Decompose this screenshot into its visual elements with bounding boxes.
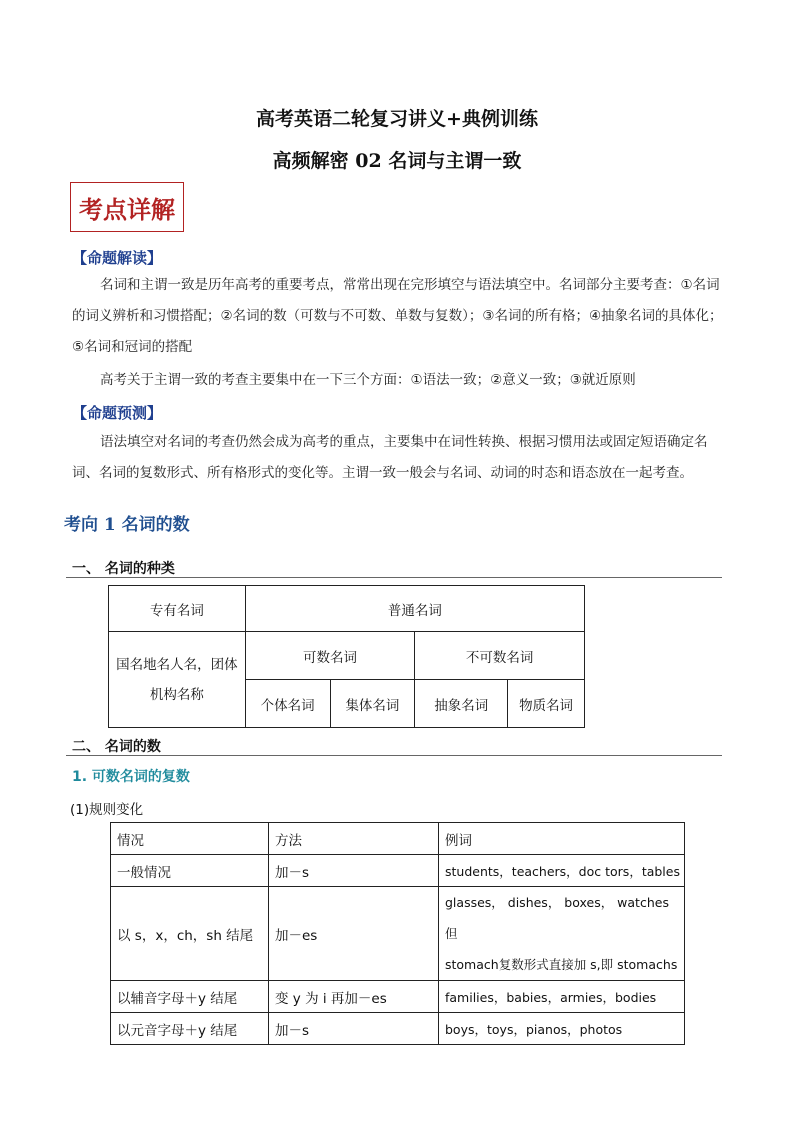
divider [66,755,722,756]
prediction-paragraph: 语法填空对名词的考查仍然会成为高考的重点，主要集中在词性转换、根据习惯用法或固定短语确定名词、名词的复数形式、所有格形式的变化等。主谓一致一般会与名词、动词的时态和语态放在一起考查。 [72,434,708,481]
proper-desc-line-2: 机构名称 [149,686,204,703]
table-row [111,855,685,887]
divider [66,577,722,578]
cell-examples: families，babies，armies，bodies [439,981,685,1013]
examples-line-2: stomach复数形式直接加 s,即 stomachs [445,957,678,972]
cell-method: 加－es [269,887,439,981]
cell-method: 加－s [269,855,439,887]
cell-collective: 集体名词 [330,680,415,728]
cell-examples: students，teachers，doc tors，tables [439,855,685,887]
cell-proper-noun: 专有名词 [109,586,246,632]
cell-common-noun: 普通名词 [245,586,584,632]
document-subtitle: 高频解密 02 名词与主谓一致 [272,150,522,172]
header-method: 方法 [269,823,439,855]
interpretation-label: 【命题解读】 [72,249,163,267]
prediction-label: 【命题预测】 [72,404,163,422]
proper-desc-line-1: 国名地名人名，团体 [116,656,238,673]
examples-line-1: glasses， dishes， boxes， watches 但 [445,895,669,941]
direction-heading: 考向 1 名词的数 [64,515,190,535]
cell-situation: 一般情况 [111,855,269,887]
table-row [111,1013,685,1045]
cell-situation: 以 s，x，ch，sh 结尾 [111,887,269,981]
noun-types-table [108,585,585,728]
interpretation-paragraph-1: 名词和主谓一致是历年高考的重要考点，常常出现在完形填空与语法填空中。名词部分主要考查：①名词的词义辨析和习惯搭配；②名词的数（可数与不可数、单数与复数）；③名词的所有格；④抽象名词的具体化；⑤名词和冠词的搭配 [72,277,723,355]
regular-change-label: (1)规则变化 [70,802,144,818]
cell-situation: 以辅音字母＋y 结尾 [111,981,269,1013]
table-row [111,887,685,981]
table-row [111,981,685,1013]
cell-countable: 可数名词 [245,632,415,680]
noun-types-heading: 一、 名词的种类 [72,561,175,577]
noun-number-heading: 二、 名词的数 [72,739,161,755]
cell-individual: 个体名词 [245,680,330,728]
section-badge: 考点详解 [70,182,184,232]
header-examples: 例词 [439,823,685,855]
cell-material: 物质名词 [508,680,585,728]
document-title: 高考英语二轮复习讲义+典例训练 [256,108,538,130]
cell-examples [439,887,685,981]
cell-uncountable: 不可数名词 [415,632,585,680]
countable-plural-heading: 1. 可数名词的复数 [72,769,190,785]
cell-proper-description [109,632,246,728]
interpretation-paragraph-2: 高考关于主谓一致的考查主要集中在一下三个方面：①语法一致；②意义一致；③就近原则 [100,372,636,388]
cell-situation: 以元音字母＋y 结尾 [111,1013,269,1045]
cell-examples: boys，toys，pianos，photos [439,1013,685,1045]
header-situation: 情况 [111,823,269,855]
cell-abstract: 抽象名词 [415,680,508,728]
cell-method: 变 y 为 i 再加－es [269,981,439,1013]
cell-method: 加－s [269,1013,439,1045]
plural-rules-table [110,822,685,1045]
